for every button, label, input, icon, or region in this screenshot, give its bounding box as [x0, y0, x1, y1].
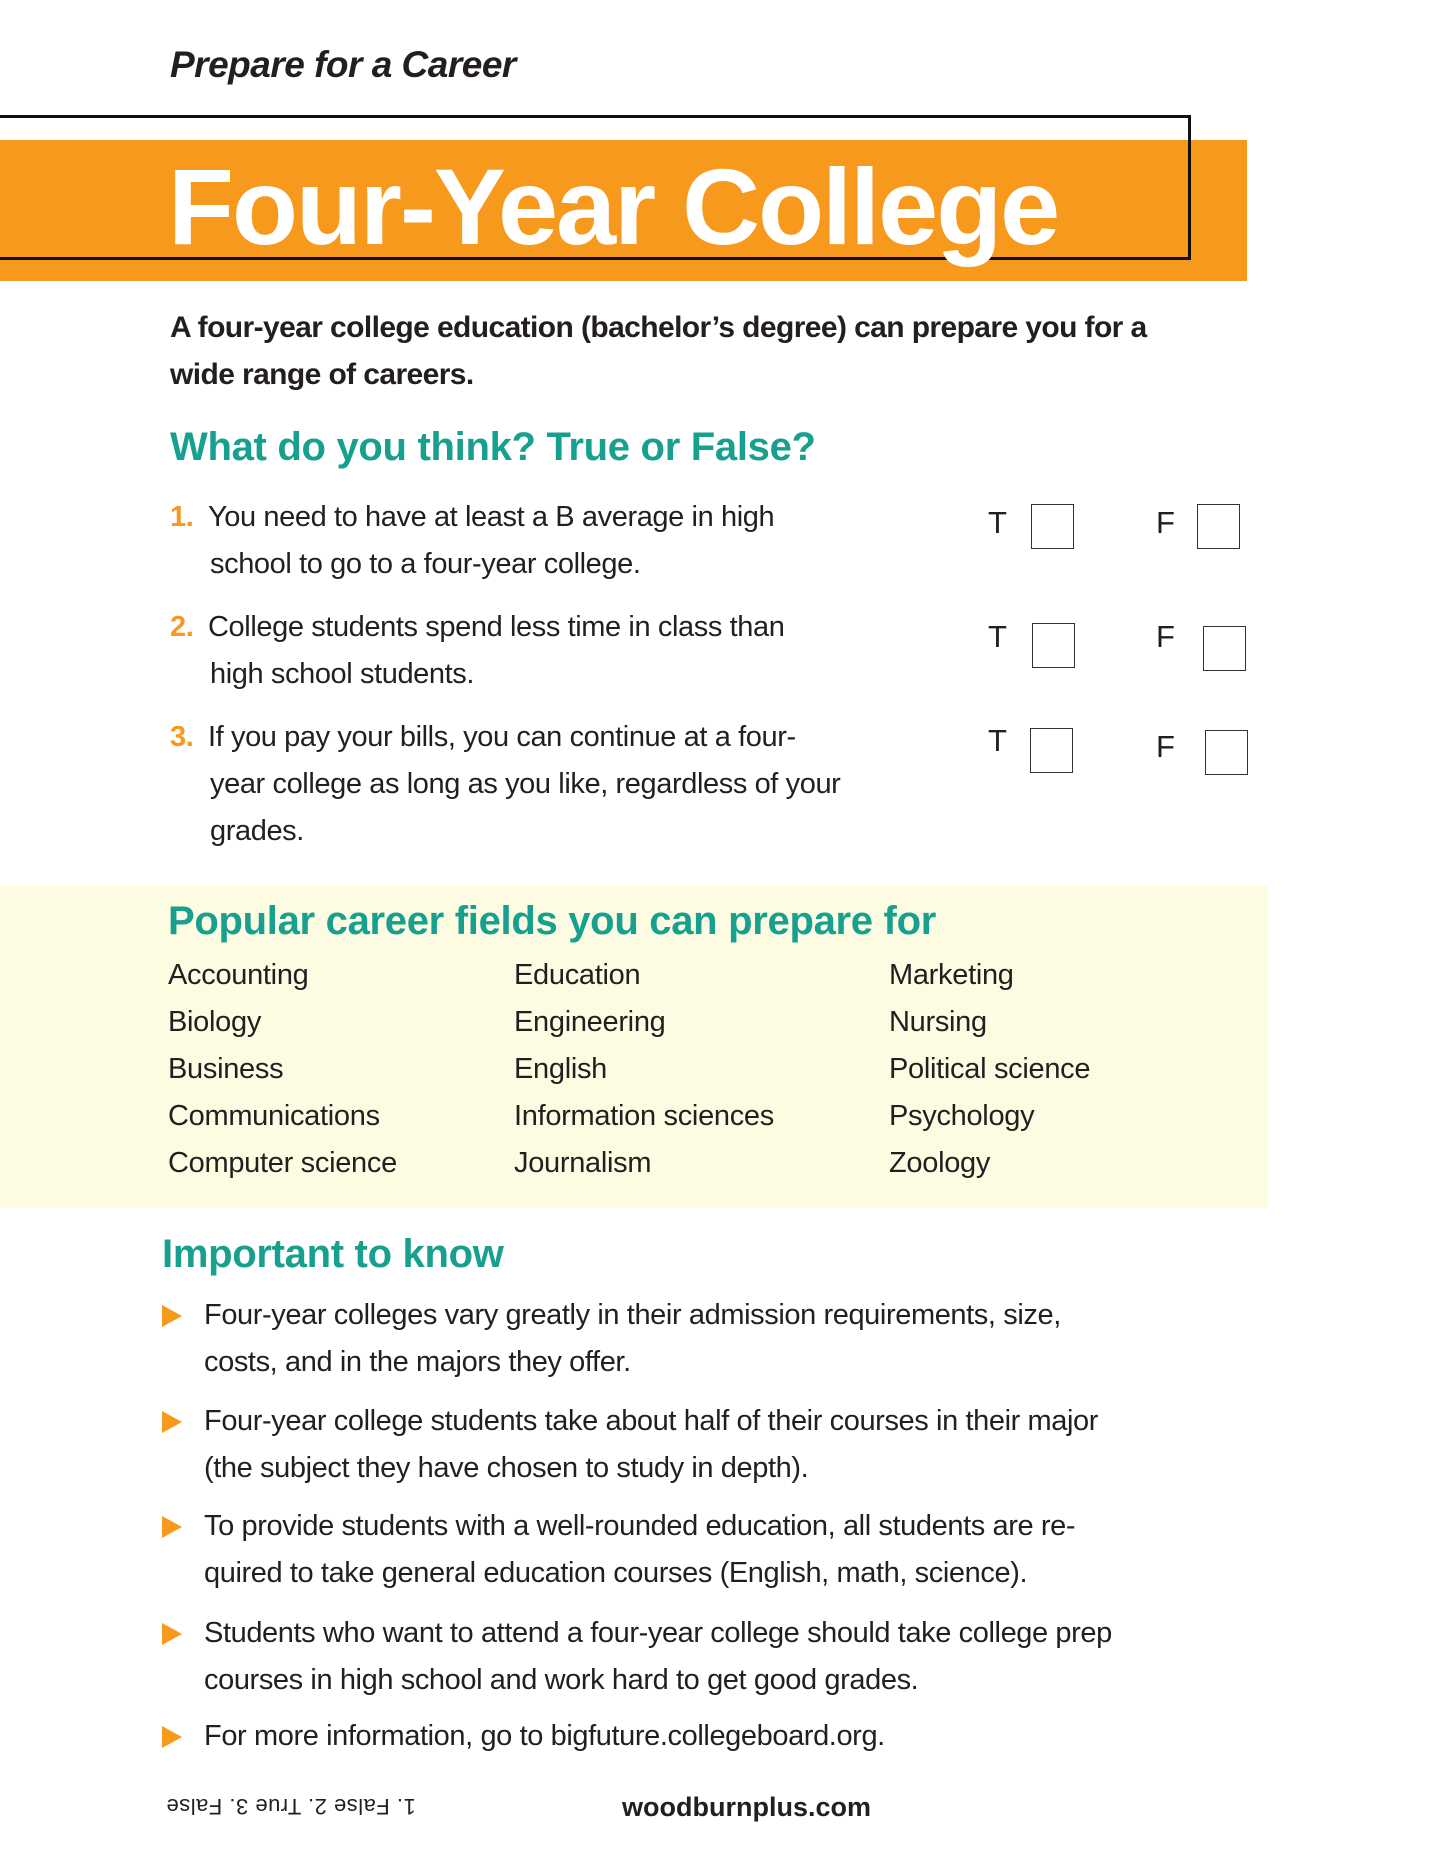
career-column-2 — [514, 955, 774, 1183]
false-label: F — [1156, 619, 1175, 654]
career-field: Political science — [889, 1053, 1091, 1085]
section-kicker: Prepare for a Career — [170, 44, 516, 85]
important-heading: Important to know — [162, 1232, 504, 1276]
bullet-item — [162, 1292, 1061, 1386]
true-label: T — [988, 619, 1007, 654]
career-field: Nursing — [889, 1006, 987, 1038]
item-text: College students spend less time in class than — [208, 611, 785, 643]
false-label: F — [1156, 505, 1175, 540]
false-label: F — [1156, 729, 1175, 764]
bullet-item — [162, 1610, 1112, 1704]
career-field: Communications — [168, 1100, 380, 1132]
item-number: 1. — [170, 501, 194, 533]
intro-paragraph — [170, 304, 1147, 398]
triangle-bullet-icon — [162, 1411, 182, 1433]
career-field: Zoology — [889, 1147, 991, 1179]
bullet-text: courses in high school and work hard to get good grades. — [204, 1664, 919, 1696]
quiz-heading: What do you think? True or False? — [170, 425, 816, 469]
career-field: Marketing — [889, 959, 1014, 991]
career-field: Computer science — [168, 1147, 397, 1179]
intro-line: A four-year college education (bachelor’s degree) can prepare you for a — [170, 311, 1147, 344]
item-text: high school students. — [210, 658, 475, 690]
page-title: Four-Year College — [168, 146, 1059, 267]
item-number: 3. — [170, 721, 194, 753]
bullet-text: Students who want to attend a four-year college should take college prep — [204, 1617, 1112, 1649]
q3-false-checkbox[interactable] — [1205, 730, 1248, 775]
true-label: T — [988, 723, 1007, 758]
q1-true-checkbox[interactable] — [1031, 504, 1074, 549]
true-label: T — [988, 505, 1007, 540]
career-field: Journalism — [514, 1147, 652, 1179]
career-field: Psychology — [889, 1100, 1035, 1132]
item-number: 2. — [170, 611, 194, 643]
career-field: Business — [168, 1053, 284, 1085]
bullet-text: (the subject they have chosen to study in depth). — [204, 1452, 809, 1484]
q2-true-checkbox[interactable] — [1032, 623, 1075, 668]
bullet-item — [162, 1713, 885, 1760]
quiz-item-1 — [170, 494, 774, 588]
q1-false-checkbox[interactable] — [1197, 504, 1240, 549]
careers-heading: Popular career fields you can prepare for — [168, 899, 936, 943]
intro-line: wide range of careers. — [170, 358, 474, 391]
bullet-text: quired to take general education courses (English, math, science). — [204, 1557, 1028, 1589]
triangle-bullet-icon — [162, 1623, 182, 1645]
bullet-text: To provide students with a well-rounded education, all students are re- — [204, 1510, 1076, 1542]
triangle-bullet-icon — [162, 1726, 182, 1748]
bullet-item — [162, 1503, 1075, 1597]
item-text: school to go to a four-year college. — [210, 548, 641, 580]
career-field: Engineering — [514, 1006, 666, 1038]
item-text: If you pay your bills, you can continue at a four- — [208, 721, 796, 753]
item-text: You need to have at least a B average in high — [208, 501, 775, 533]
bullet-item — [162, 1398, 1098, 1492]
career-field: Information sciences — [514, 1100, 774, 1132]
q3-true-checkbox[interactable] — [1030, 728, 1073, 773]
career-column-1 — [168, 955, 397, 1183]
triangle-bullet-icon — [162, 1305, 182, 1327]
career-field: Biology — [168, 1006, 262, 1038]
bullet-text: Four-year colleges vary greatly in their admission requirements, size, — [204, 1299, 1061, 1331]
bullet-text: Four-year college students take about half of their courses in their major — [204, 1405, 1099, 1437]
career-field: Education — [514, 959, 641, 991]
item-text: year college as long as you like, regardless of your — [210, 768, 841, 800]
bullet-text: costs, and in the majors they offer. — [204, 1346, 631, 1378]
career-field: English — [514, 1053, 608, 1085]
quiz-item-3 — [170, 714, 840, 855]
triangle-bullet-icon — [162, 1516, 182, 1538]
item-text: grades. — [210, 815, 304, 847]
q2-false-checkbox[interactable] — [1203, 626, 1246, 671]
career-field: Accounting — [168, 959, 309, 991]
upside-down-answers: 1. False 2. True 3. False — [166, 1794, 416, 1819]
footer-site: woodburnplus.com — [622, 1792, 871, 1822]
career-column-3 — [889, 955, 1090, 1183]
bullet-text: For more information, go to bigfuture.collegeboard.org. — [204, 1720, 885, 1752]
quiz-item-2 — [170, 604, 784, 698]
